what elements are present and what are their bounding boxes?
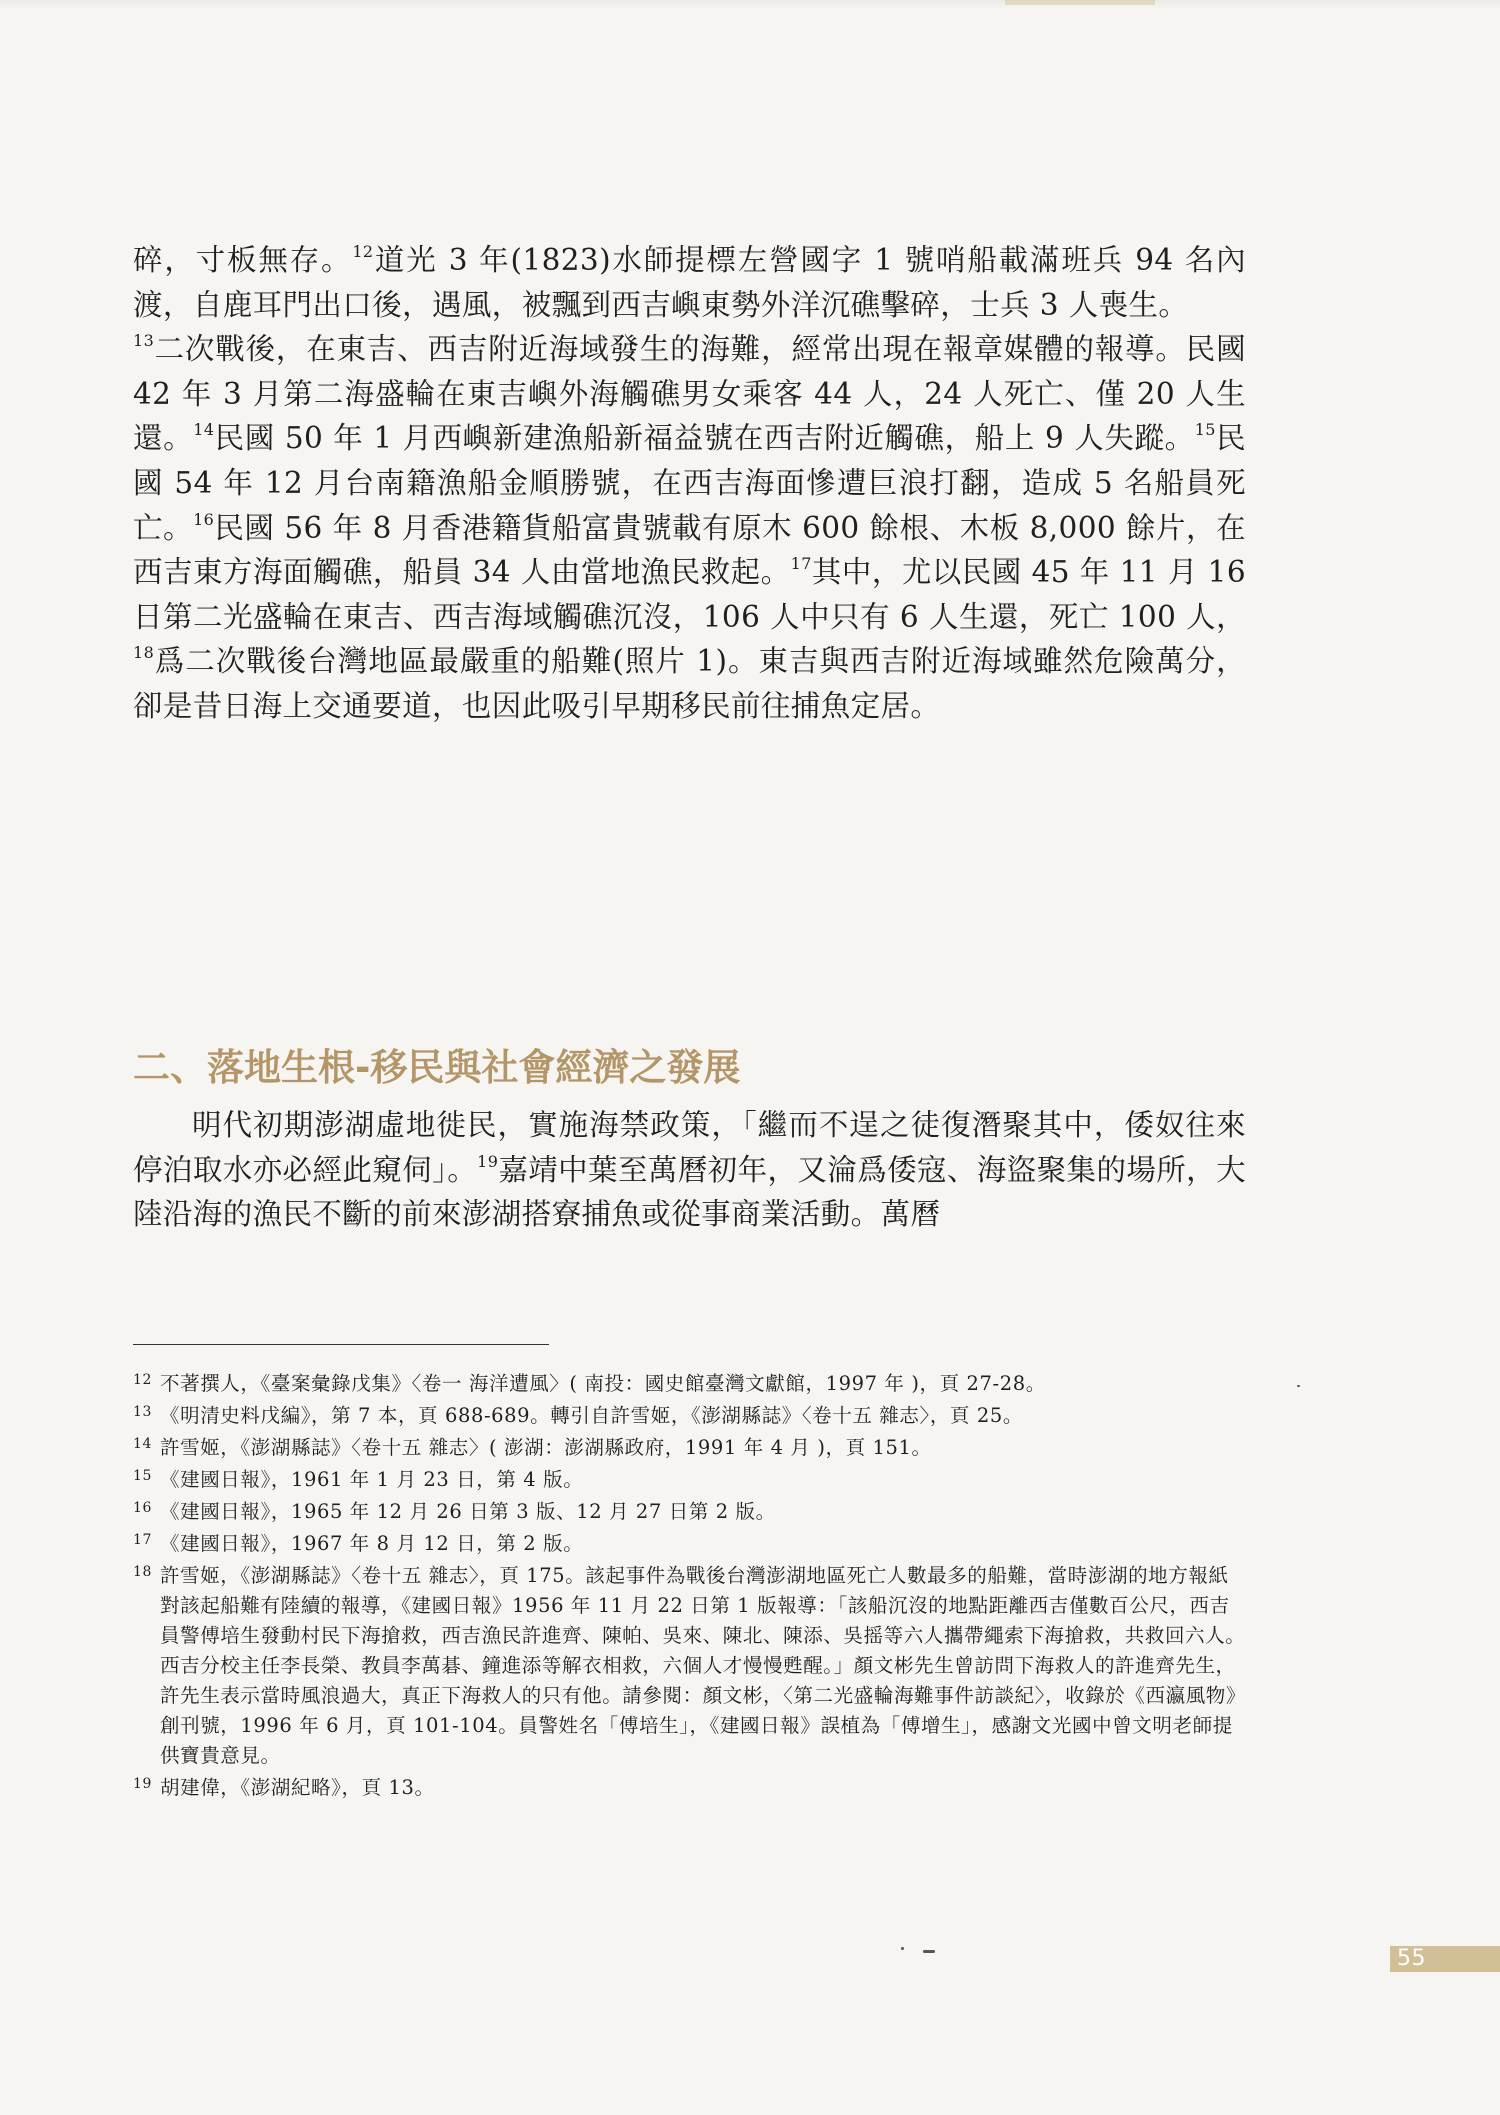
footnote-number: 18 bbox=[133, 1564, 153, 1580]
footnote-text: 許雪姬，《澎湖縣誌》〈卷十五 雜志〉( 澎湖：澎湖縣政府，1991 年 4 月 )，頁 151。 bbox=[160, 1436, 932, 1459]
section-body bbox=[133, 1103, 1246, 1237]
footnote-ref-14[interactable]: 14 bbox=[193, 420, 215, 440]
footnote-number: 16 bbox=[133, 1500, 153, 1516]
footnote-text: 《建國日報》，1967 年 8 月 12 日，第 2 版。 bbox=[160, 1532, 584, 1555]
footnote-ref-19[interactable]: 19 bbox=[477, 1151, 499, 1171]
footnote-13 bbox=[133, 1401, 1246, 1431]
footnote-text: 《建國日報》，1961 年 1 月 23 日，第 4 版。 bbox=[160, 1468, 584, 1491]
footnote-ref-17[interactable]: 17 bbox=[790, 554, 812, 574]
footnote-number: 12 bbox=[133, 1372, 153, 1388]
footnote-15 bbox=[133, 1465, 1246, 1495]
footnote-ref-16[interactable]: 16 bbox=[193, 509, 215, 529]
footnote-text: 胡建偉，《澎湖紀略》，頁 13。 bbox=[160, 1776, 435, 1799]
body-paragraph bbox=[133, 238, 1246, 729]
footnote-12 bbox=[133, 1369, 1246, 1399]
footnote-number: 15 bbox=[133, 1468, 153, 1484]
footnote-number: 17 bbox=[133, 1532, 153, 1548]
section-heading: 二、落地生根-移民與社會經濟之發展 bbox=[133, 1046, 741, 1089]
body-text bbox=[133, 238, 1246, 729]
footnote-ref-13[interactable]: 13 bbox=[133, 331, 155, 351]
section-sentence: 嘉靖中葉至萬曆初年，又淪爲倭寇、海盜聚集的場所，大陸沿海的漁民不斷的前來澎湖搭寮捕魚或從事商業活動。萬曆 bbox=[133, 1152, 1246, 1232]
top-edge bbox=[0, 0, 1500, 10]
body-sentence: 其中，尤以民國 45 年 11 月 16 日第二光盛輪在東吉、西吉海域觸礁沉沒，106 人中只有 6 人生還，死亡 100 人， bbox=[133, 555, 1246, 634]
footnote-ref-18[interactable]: 18 bbox=[133, 643, 155, 663]
footnote-text: 不著撰人，《臺案彙錄戊集》〈卷一 海洋遭風〉( 南投：國史館臺灣文獻館，1997 年 )，頁 27-28。 bbox=[160, 1372, 1046, 1395]
section-paragraph bbox=[133, 1103, 1246, 1237]
section-sentence: 明代初期澎湖虛地徙民，實施海禁政策，「繼而不逞之徒復潛聚其中，倭奴往來停泊取水亦必經此窺伺」。 bbox=[133, 1108, 1246, 1187]
body-sentence: 民國 56 年 8 月香港籍貨船富貴號載有原木 600 餘根、木板 8,000 餘片，在西吉東方海面觸礁，船員 34 人由當地漁民救起。 bbox=[133, 510, 1246, 590]
footnote-18 bbox=[133, 1561, 1246, 1771]
footnote-16 bbox=[133, 1497, 1246, 1527]
footnote-divider bbox=[133, 1344, 549, 1345]
scan-speck bbox=[1297, 1385, 1300, 1387]
footnote-14 bbox=[133, 1433, 1246, 1463]
top-color-mark bbox=[1005, 0, 1155, 5]
footnote-19 bbox=[133, 1773, 1246, 1803]
scan-speck bbox=[923, 1950, 935, 1953]
page-number: 55 bbox=[1397, 1946, 1426, 1971]
body-sentence: 民國 50 年 1 月西嶼新建漁船新福益號在西吉附近觸礁，船上 9 人失蹤。 bbox=[214, 421, 1195, 456]
body-sentence: 二次戰後，在東吉、西吉附近海域發生的海難，經常出現在報章媒體的報導。民國 42 年 3 月第二海盛輪在東吉嶼外海觸礁男女乘客 44 人，24 人死亡、僅 20 人生還。 bbox=[133, 332, 1246, 456]
footnote-17 bbox=[133, 1529, 1246, 1559]
body-sentence: 道光 3 年(1823)水師提標左營國字 1 號哨船載滿班兵 94 名內渡，自鹿耳門出口後，遇風，被飄到西吉嶼東勢外洋沉礁擊碎，士兵 3 人喪生。 bbox=[133, 243, 1246, 322]
footnote-number: 13 bbox=[133, 1404, 153, 1420]
footnote-number: 14 bbox=[133, 1436, 153, 1452]
body-sentence: 爲二次戰後台灣地區最嚴重的船難(照片 1)。東吉與西吉附近海域雖然危險萬分，卻是昔日海上交通要道，也因此吸引早期移民前往捕魚定居。 bbox=[133, 644, 1246, 723]
body-sentence: 碎，寸板無存。 bbox=[133, 243, 353, 277]
footnote-ref-12[interactable]: 12 bbox=[352, 242, 374, 261]
footnote-text: 《明清史料戊編》，第 7 本，頁 688-689。轉引自許雪姬，《澎湖縣誌》〈卷十五 雜志〉，頁 25。 bbox=[160, 1404, 1023, 1427]
body-sentence: 民國 54 年 12 月台南籍漁船金順勝號，在西吉海面慘遭巨浪打翻，造成 5 名船員死亡。 bbox=[133, 421, 1246, 545]
footnotes bbox=[133, 1369, 1246, 1805]
footnote-ref-15[interactable]: 15 bbox=[1194, 420, 1216, 440]
footnote-text: 《建國日報》，1965 年 12 月 26 日第 3 版、12 月 27 日第 2 版。 bbox=[160, 1500, 776, 1523]
footnote-text: 許雪姬，《澎湖縣誌》〈卷十五 雜志〉，頁 175。該起事件為戰後台灣澎湖地區死亡人數最多的船難，當時澎湖的地方報紙對該起船難有陸續的報導，《建國日報》1956 年 11 月 22 日第 1 版報導：「該船沉沒的地點距離西吉僅數百公尺，西吉員警傅培生發動村民下海搶救，西吉漁民許進齊、陳帕、吳來、陳北、陳添、吳摇等六人攜帶繩索下海搶救，共救回六人。西吉分校主任李長榮、教員李萬碁、鐘進添等解衣相救，六個人才慢慢甦醒。」顏文彬先生曾訪問下海救人的許進齊先生，許先生表示當時風浪過大，真正下海救人的只有他。請參閱：顏文彬，〈第二光盛輪海難事件訪談紀〉，收錄於《西瀛風物》創刊號，1996 年 6 月，頁 101-104。員警姓名「傅培生」，《建國日報》誤植為「傅增生」，感謝文光國中曾文明老師提供寶貴意見。 bbox=[160, 1564, 1247, 1767]
scan-speck bbox=[901, 1947, 904, 1950]
footnote-number: 19 bbox=[133, 1776, 153, 1792]
